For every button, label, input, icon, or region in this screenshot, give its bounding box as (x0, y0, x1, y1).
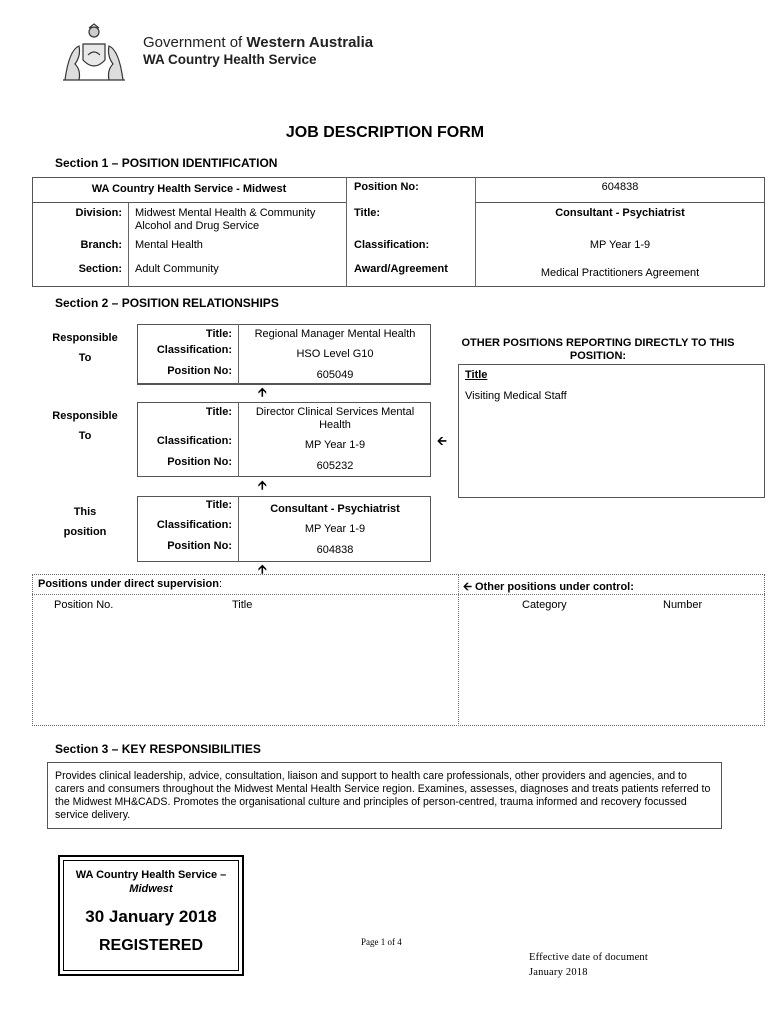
other-positions-box (458, 364, 765, 498)
stamp-date: 30 January 2018 (85, 907, 217, 926)
wa-crest-logo (55, 22, 133, 84)
supervision-label: Positions under direct supervision (38, 578, 219, 590)
box2-title-label: Title: (205, 406, 232, 418)
org-name-line2: WA Country Health Service (143, 52, 317, 67)
classification-value: MP Year 1-9 (589, 239, 651, 251)
box1-title-label: Title: (205, 328, 232, 340)
position-no-value: 604838 (601, 181, 639, 193)
branch-label: Branch: (80, 239, 122, 251)
box2-title-value: Director Clinical Services Mental Health (255, 406, 415, 431)
division-value: Midwest Mental Health & Community Alcohol and Drug Service (135, 207, 316, 232)
responsible-to-2 (45, 406, 125, 446)
award-label: Award/Agreement (354, 263, 448, 275)
stamp-status: REGISTERED (98, 937, 203, 954)
box3-title-label: Title: (205, 499, 232, 511)
responsible-label: Responsible (52, 410, 118, 422)
key-responsibilities-text: Provides clinical leadership, advice, consultation, liaison and support to health care professionals, other providers and agencies, and to carers and consumers throughout the Midwest Mental Health Service region. Examines, assesses, diagnoses and treats patients referred to the Midwest MH&CADS. Promotes the organisational culture and principles of person-centred, trauma informed and recovery focussed service delivery. (55, 770, 711, 821)
award-value: Medical Practitioners Agreement (540, 267, 700, 279)
position-label: position (63, 526, 107, 538)
division-label: Division: (75, 207, 122, 219)
arrow-up-icon: 🡩 (258, 562, 267, 576)
ctrl-col-category: Category (522, 599, 567, 611)
key-responsibilities-box (47, 762, 722, 829)
box2-classification-value: MP Year 1-9 (304, 439, 366, 451)
sup-col-position-no: Position No. (54, 599, 114, 611)
section-label: Section: (78, 263, 122, 275)
box2-position-no-label: Position No: (167, 456, 232, 468)
arrow-left-icon: 🡨 (437, 434, 447, 448)
stamp-line2: Midwest (129, 883, 173, 895)
section2-heading: Section 2 – POSITION RELATIONSHIPS (55, 296, 279, 310)
stamp-line1: WA Country Health Service – (75, 869, 227, 881)
org-name-bold: Western Australia (246, 34, 374, 51)
other-positions-heading: OTHER POSITIONS REPORTING DIRECTLY TO THIS POSITION: (461, 337, 735, 362)
other-title-value: Visiting Medical Staff (465, 390, 567, 402)
box1-title-value: Regional Manager Mental Health (254, 328, 416, 340)
title-label: Title: (354, 207, 381, 219)
to-label: To (78, 430, 92, 442)
box1-position-no-label: Position No: (167, 365, 232, 377)
effective-date-value: January 2018 (529, 967, 588, 978)
crest-icon (55, 22, 133, 84)
ctrl-col-number: Number (663, 599, 703, 611)
section-value: Adult Community (135, 263, 219, 275)
box1-classification-label: Classification: (156, 344, 232, 356)
arrow-up-icon: 🡩 (258, 478, 267, 492)
arrow-up-icon: 🡩 (258, 385, 267, 399)
control-header (463, 578, 634, 597)
box2-classification-label: Classification: (156, 435, 232, 447)
page-number: Page 1 of 4 (361, 937, 402, 947)
position-no-label: Position No: (354, 181, 419, 193)
box1-classification-value: HSO Level G10 (296, 348, 374, 360)
arrow-left-icon: 🡨 (463, 581, 472, 593)
section1-heading: Section 1 – POSITION IDENTIFICATION (55, 156, 278, 170)
control-label: Other positions under control: (475, 581, 634, 593)
form-title: JOB DESCRIPTION FORM (285, 124, 485, 141)
box3-position-no-label: Position No: (167, 540, 232, 552)
box2-position-no-value: 605232 (316, 460, 354, 472)
branch-value: Mental Health (135, 239, 203, 251)
sup-col-title: Title (232, 599, 253, 611)
responsible-label: Responsible (52, 332, 118, 344)
this-position-label (45, 502, 125, 542)
this-label: This (73, 506, 97, 518)
box3-title-value: Consultant - Psychiatrist (270, 503, 400, 515)
effective-date-label: Effective date of document (529, 952, 648, 963)
box3-classification-value: MP Year 1-9 (304, 523, 366, 535)
supervision-colon: : (218, 578, 222, 590)
to-label: To (78, 352, 92, 364)
section3-heading: Section 3 – KEY RESPONSIBILITIES (55, 742, 261, 756)
box1-position-no-value: 605049 (316, 369, 354, 381)
supervision-table (32, 574, 765, 726)
other-title-label: Title (465, 369, 488, 381)
classification-label: Classification: (354, 239, 430, 251)
title-value: Consultant - Psychiatrist (555, 207, 685, 219)
org-name-cell: WA Country Health Service - Midwest (91, 183, 287, 195)
supervision-header (38, 578, 222, 590)
box3-classification-label: Classification: (156, 519, 232, 531)
org-name-line1 (143, 34, 373, 51)
org-name-prefix: Government of (143, 34, 247, 51)
box3-position-no-value: 604838 (316, 544, 354, 556)
responsible-to-1 (45, 328, 125, 368)
registered-stamp (58, 855, 244, 976)
